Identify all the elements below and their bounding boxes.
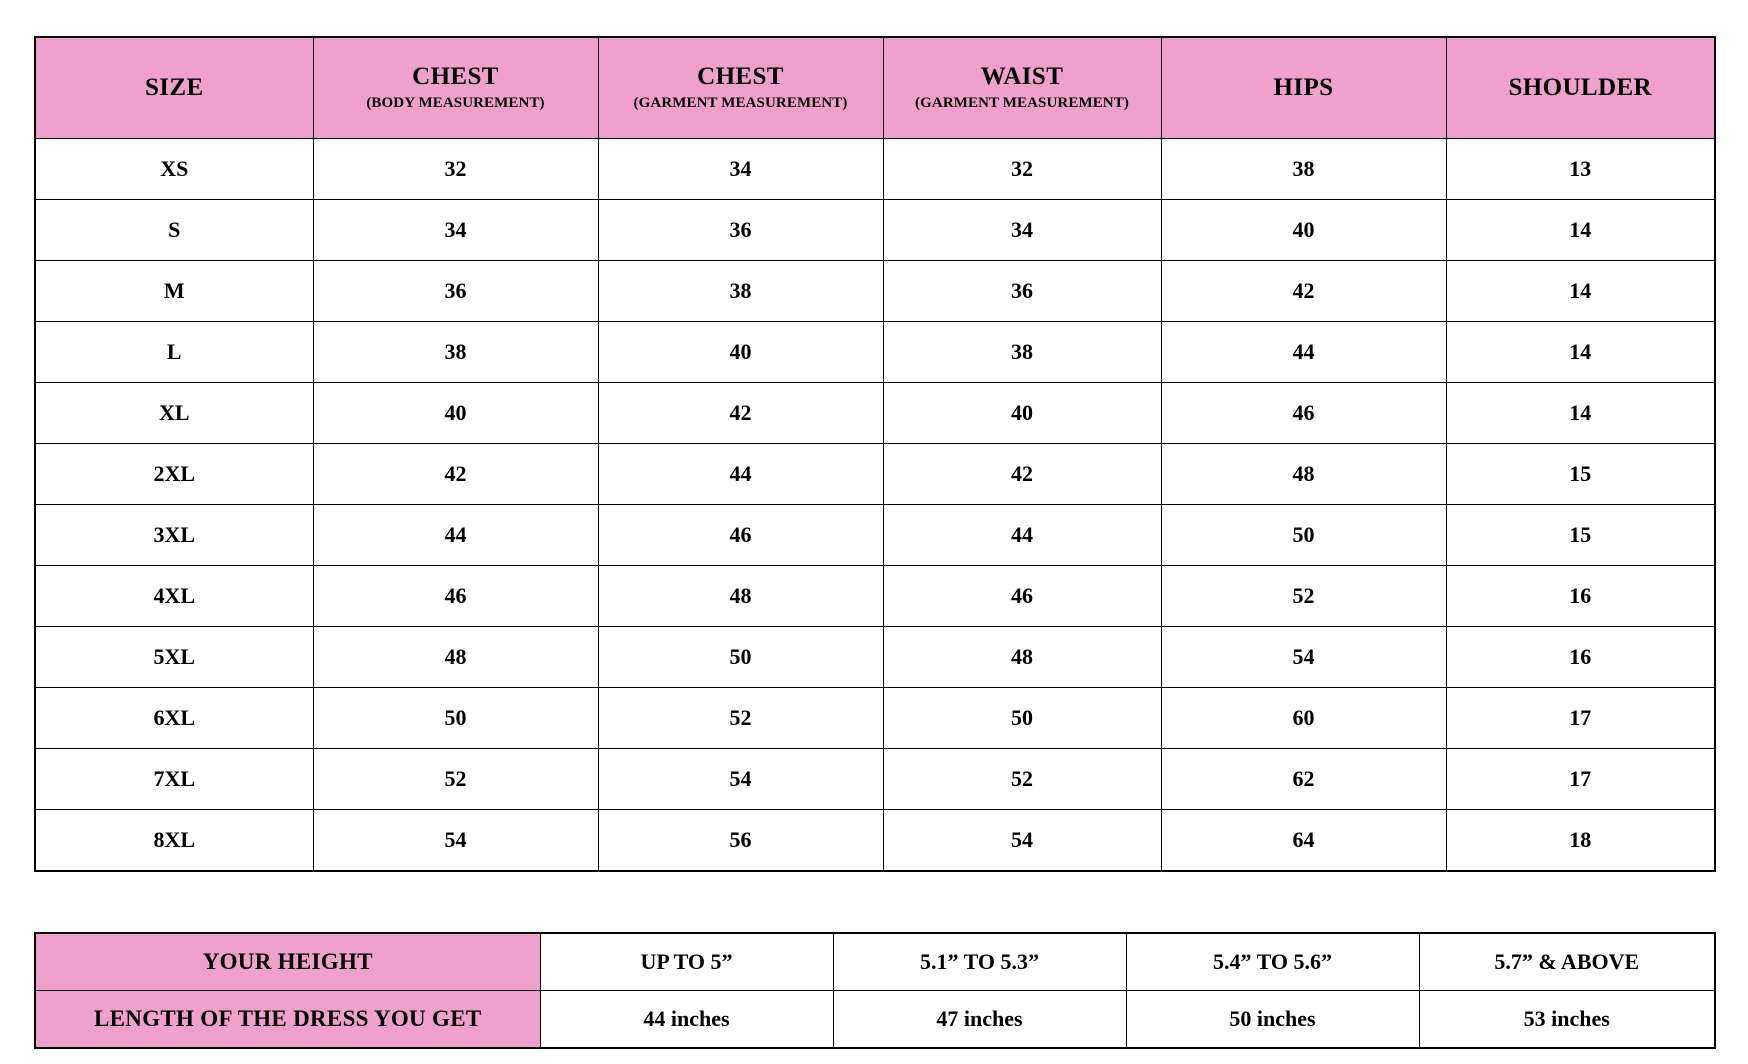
cell-chest-body: 50 <box>313 688 598 749</box>
height-length-table <box>34 932 1716 1049</box>
table-row <box>35 261 1715 322</box>
cell-shoulder: 14 <box>1446 261 1715 322</box>
cell-shoulder: 14 <box>1446 383 1715 444</box>
cell-shoulder: 14 <box>1446 200 1715 261</box>
cell-size: XS <box>35 139 313 200</box>
cell-hips: 60 <box>1161 688 1446 749</box>
table-row <box>35 322 1715 383</box>
header-shoulder <box>1446 37 1715 139</box>
cell-chest-garment: 38 <box>598 261 883 322</box>
size-table-body <box>35 139 1715 872</box>
cell-waist-garment: 38 <box>883 322 1161 383</box>
cell-shoulder: 16 <box>1446 566 1715 627</box>
cell-waist-garment: 40 <box>883 383 1161 444</box>
cell-hips: 62 <box>1161 749 1446 810</box>
cell-size: 5XL <box>35 627 313 688</box>
cell-chest-garment: 54 <box>598 749 883 810</box>
header-chest-garment-title: CHEST <box>697 62 784 90</box>
cell-waist-garment: 42 <box>883 444 1161 505</box>
cell-dress-length: 53 inches <box>1419 991 1715 1049</box>
cell-waist-garment: 34 <box>883 200 1161 261</box>
table-row <box>35 627 1715 688</box>
cell-shoulder: 17 <box>1446 749 1715 810</box>
cell-hips: 54 <box>1161 627 1446 688</box>
cell-hips: 44 <box>1161 322 1446 383</box>
cell-waist-garment: 32 <box>883 139 1161 200</box>
cell-dress-length: 50 inches <box>1126 991 1419 1049</box>
cell-hips: 42 <box>1161 261 1446 322</box>
cell-size: 6XL <box>35 688 313 749</box>
height-length-section <box>34 932 1714 1049</box>
cell-chest-body: 46 <box>313 566 598 627</box>
cell-chest-body: 44 <box>313 505 598 566</box>
cell-chest-garment: 52 <box>598 688 883 749</box>
header-waist-garment <box>883 37 1161 139</box>
cell-chest-body: 52 <box>313 749 598 810</box>
cell-waist-garment: 44 <box>883 505 1161 566</box>
cell-shoulder: 16 <box>1446 627 1715 688</box>
table-row <box>35 200 1715 261</box>
cell-height-range: 5.4” TO 5.6” <box>1126 933 1419 991</box>
cell-chest-body: 54 <box>313 810 598 872</box>
header-hips <box>1161 37 1446 139</box>
table-row <box>35 566 1715 627</box>
cell-size: 7XL <box>35 749 313 810</box>
header-waist-garment-subtitle: (GARMENT MEASUREMENT) <box>915 94 1129 111</box>
cell-size: S <box>35 200 313 261</box>
cell-size: 2XL <box>35 444 313 505</box>
table-row <box>35 505 1715 566</box>
header-shoulder-title: SHOULDER <box>1508 73 1652 101</box>
cell-chest-body: 40 <box>313 383 598 444</box>
header-hips-title: HIPS <box>1273 73 1334 101</box>
cell-chest-garment: 40 <box>598 322 883 383</box>
cell-chest-garment: 34 <box>598 139 883 200</box>
cell-shoulder: 15 <box>1446 505 1715 566</box>
cell-shoulder: 18 <box>1446 810 1715 872</box>
cell-dress-length: 47 inches <box>833 991 1126 1049</box>
cell-size: M <box>35 261 313 322</box>
cell-size: 3XL <box>35 505 313 566</box>
cell-hips: 40 <box>1161 200 1446 261</box>
cell-shoulder: 15 <box>1446 444 1715 505</box>
header-size-title: SIZE <box>144 73 204 101</box>
cell-waist-garment: 54 <box>883 810 1161 872</box>
cell-chest-body: 34 <box>313 200 598 261</box>
cell-hips: 50 <box>1161 505 1446 566</box>
table-row <box>35 933 1715 991</box>
table-row <box>35 139 1715 200</box>
table-row <box>35 991 1715 1049</box>
cell-chest-garment: 44 <box>598 444 883 505</box>
cell-hips: 48 <box>1161 444 1446 505</box>
cell-waist-garment: 52 <box>883 749 1161 810</box>
cell-size: L <box>35 322 313 383</box>
cell-waist-garment: 50 <box>883 688 1161 749</box>
header-chest-body-subtitle: (BODY MEASUREMENT) <box>366 94 545 111</box>
size-measurement-table <box>34 36 1716 872</box>
cell-chest-body: 32 <box>313 139 598 200</box>
header-size <box>35 37 313 139</box>
cell-hips: 52 <box>1161 566 1446 627</box>
cell-shoulder: 13 <box>1446 139 1715 200</box>
cell-size: 8XL <box>35 810 313 872</box>
cell-waist-garment: 36 <box>883 261 1161 322</box>
cell-shoulder: 14 <box>1446 322 1715 383</box>
cell-chest-garment: 42 <box>598 383 883 444</box>
header-waist-garment-title: WAIST <box>980 62 1064 90</box>
header-row <box>35 37 1715 139</box>
cell-chest-body: 36 <box>313 261 598 322</box>
table-row <box>35 810 1715 872</box>
cell-chest-body: 38 <box>313 322 598 383</box>
cell-shoulder: 17 <box>1446 688 1715 749</box>
table-row <box>35 749 1715 810</box>
cell-dress-length: 44 inches <box>540 991 833 1049</box>
cell-size: XL <box>35 383 313 444</box>
cell-chest-body: 42 <box>313 444 598 505</box>
cell-chest-garment: 46 <box>598 505 883 566</box>
cell-hips: 64 <box>1161 810 1446 872</box>
cell-height-range: UP TO 5” <box>540 933 833 991</box>
row-label-dress-length: LENGTH OF THE DRESS YOU GET <box>35 991 540 1049</box>
header-chest-garment-subtitle: (GARMENT MEASUREMENT) <box>633 94 848 111</box>
cell-size: 4XL <box>35 566 313 627</box>
header-chest-body <box>313 37 598 139</box>
cell-chest-garment: 36 <box>598 200 883 261</box>
cell-waist-garment: 48 <box>883 627 1161 688</box>
cell-waist-garment: 46 <box>883 566 1161 627</box>
cell-height-range: 5.7” & ABOVE <box>1419 933 1715 991</box>
table-row <box>35 444 1715 505</box>
cell-chest-body: 48 <box>313 627 598 688</box>
cell-hips: 38 <box>1161 139 1446 200</box>
cell-chest-garment: 48 <box>598 566 883 627</box>
table-row <box>35 383 1715 444</box>
table-row <box>35 688 1715 749</box>
cell-height-range: 5.1” TO 5.3” <box>833 933 1126 991</box>
cell-chest-garment: 56 <box>598 810 883 872</box>
header-chest-garment <box>598 37 883 139</box>
header-chest-body-title: CHEST <box>412 62 499 90</box>
cell-hips: 46 <box>1161 383 1446 444</box>
size-table-header <box>35 37 1715 139</box>
row-label-your-height: YOUR HEIGHT <box>35 933 540 991</box>
cell-chest-garment: 50 <box>598 627 883 688</box>
